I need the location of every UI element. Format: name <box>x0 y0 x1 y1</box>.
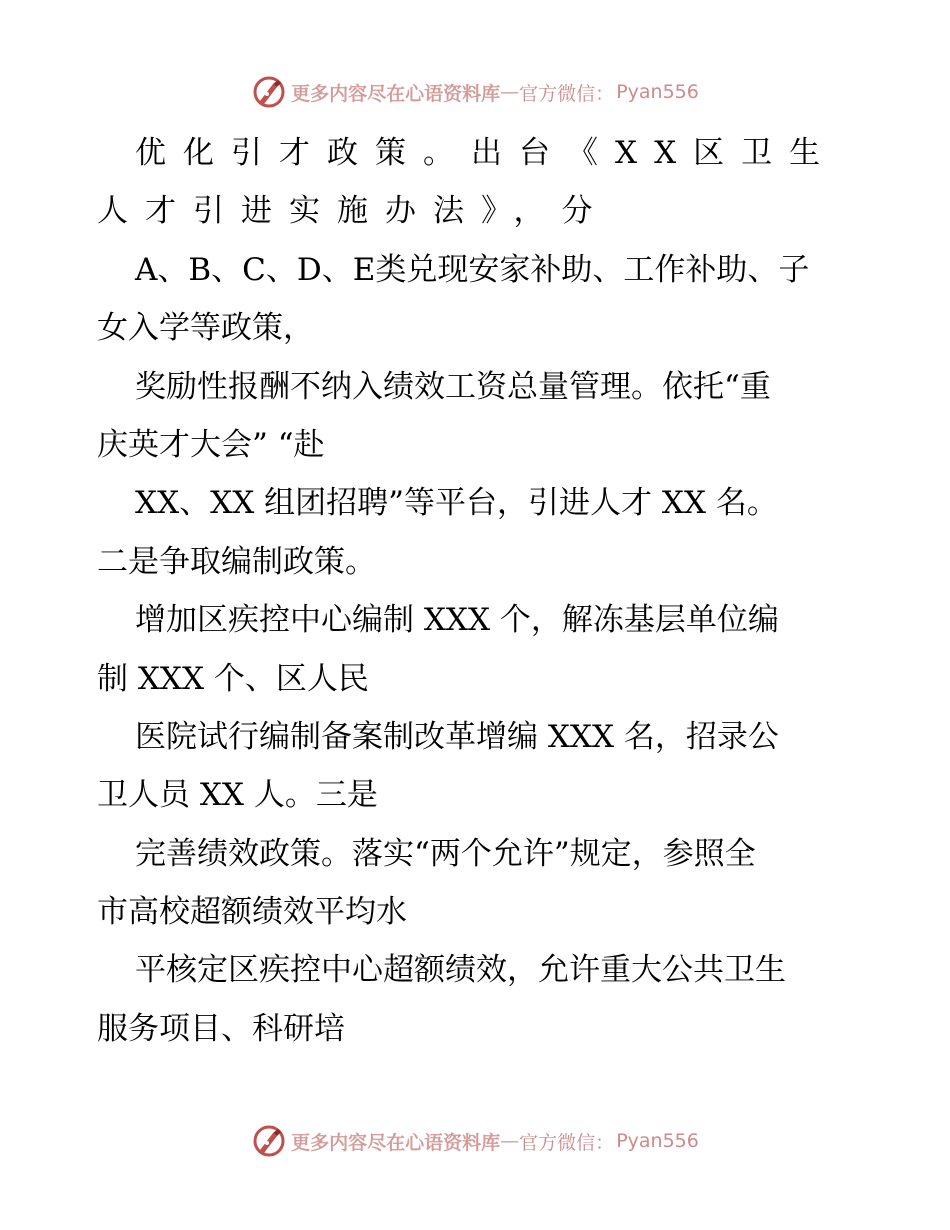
banner-colon: ： <box>595 82 615 105</box>
footer-watermark-banner <box>0 1121 950 1161</box>
text-line: 奖励性报酬不纳入绩效工资总量管理。依托“重 <box>135 368 771 405</box>
text-line: 市高校超额绩效平均水 <box>97 894 407 931</box>
banner-wechat-id: Pyan556 <box>616 1130 699 1152</box>
banner-slogan: 更多内容尽在心语资料库 <box>291 82 501 105</box>
text-line: 完善绩效政策。落实“两个允许”规定，参照全 <box>135 835 756 872</box>
banner-slogan: 更多内容尽在心语资料库 <box>291 1131 501 1154</box>
banner-wechat-id: Pyan556 <box>616 81 699 103</box>
text-line: 平核定区疾控中心超额绩效，允许重大公共卫生 <box>135 952 786 989</box>
pen-logo-icon <box>251 1123 287 1159</box>
text-line: A、B、C、D、E类兑现安家补助、工作补助、子 <box>135 251 810 288</box>
text-line: 庆英才大会” “赴 <box>97 426 325 463</box>
pen-logo-icon <box>251 74 287 110</box>
text-line: 女入学等政策， <box>97 310 314 347</box>
text-line: 卫人员 XX 人。三是 <box>97 777 378 814</box>
document-body <box>97 124 857 1058</box>
text-line: 人才引进实施办法》，分 <box>97 193 610 230</box>
text-line: 二是争取编制政策。 <box>97 543 376 580</box>
banner-separator: — <box>500 1130 520 1152</box>
banner-wechat-label: 官方微信 <box>519 82 596 105</box>
banner-separator: — <box>500 81 520 103</box>
banner-wechat-label: 官方微信 <box>519 1131 596 1154</box>
header-watermark-banner <box>0 72 950 112</box>
text-line: 服务项目、科研培 <box>97 1010 345 1047</box>
text-line: 医院试行编制备案制改革增编 XXX 名，招录公 <box>135 718 779 755</box>
text-line: 制 XXX 个、区人民 <box>97 660 369 697</box>
text-line: XX、XX 组团招聘”等平台，引进人才 XX 名。 <box>135 485 778 522</box>
banner-colon: ： <box>595 1131 615 1154</box>
text-line: 增加区疾控中心编制 XXX 个，解冻基层单位编 <box>135 602 779 639</box>
text-line: 优化引才政策。出台《XX区卫生 <box>135 135 838 171</box>
